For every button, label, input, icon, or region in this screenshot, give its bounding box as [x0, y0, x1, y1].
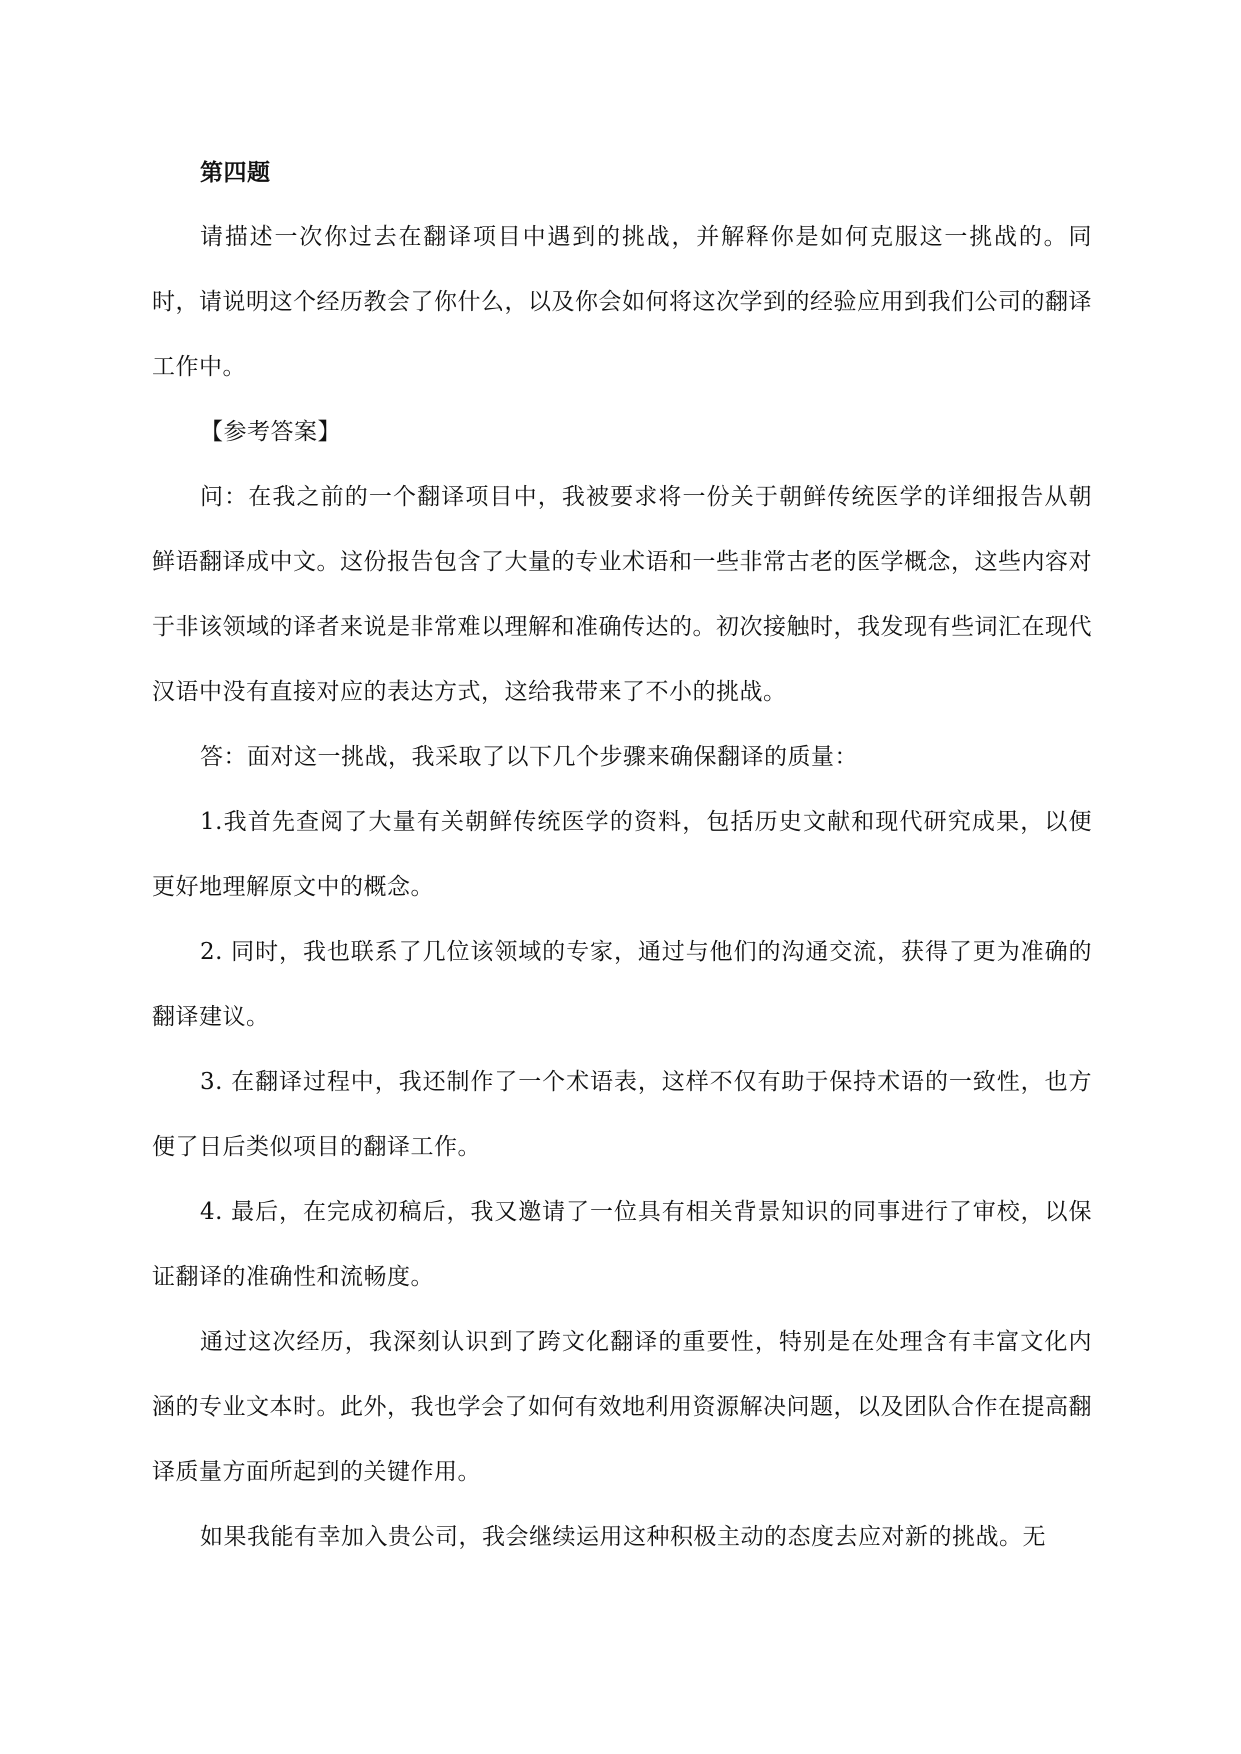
step-4: 4. 最后，在完成初稿后，我又邀请了一位具有相关背景知识的同事进行了审校，以保证翻译的准确性和流畅度。: [152, 1199, 1092, 1290]
question-heading: 第四题: [200, 159, 271, 186]
reflection-paragraph: 通过这次经历，我深刻认识到了跨文化翻译的重要性，特别是在处理含有丰富文化内涵的专业文本时。此外，我也学会了如何有效地利用资源解决问题，以及团队合作在提高翻译质量方面所起到的关键作用。: [152, 1329, 1092, 1485]
question-paragraph: 问：在我之前的一个翻译项目中，我被要求将一份关于朝鲜传统医学的详细报告从朝鲜语翻译成中文。这份报告包含了大量的专业术语和一些非常古老的医学概念，这些内容对于非该领域的译者来说是非常难以理解和准确传达的。初次接触时，我发现有些词汇在现代汉语中没有直接对应的表达方式，这给我带来了不小的挑战。: [152, 484, 1092, 705]
document-page: [152, 140, 1092, 1570]
answer-paragraph: 答：面对这一挑战，我采取了以下几个步骤来确保翻译的质量：: [200, 744, 858, 770]
step-2: 2. 同时，我也联系了几位该领域的专家，通过与他们的沟通交流，获得了更为准确的翻译建议。: [152, 939, 1092, 1030]
question-text: 请描述一次你过去在翻译项目中遇到的挑战，并解释你是如何克服这一挑战的。同时，请说明这个经历教会了你什么，以及你会如何将这次学到的经验应用到我们公司的翻译工作中。: [152, 224, 1092, 380]
step-1: 1.我首先查阅了大量有关朝鲜传统医学的资料，包括历史文献和现代研究成果，以便更好地理解原文中的概念。: [152, 809, 1092, 900]
closing-paragraph: 如果我能有幸加入贵公司，我会继续运用这种积极主动的态度去应对新的挑战。无: [200, 1524, 1046, 1550]
step-3: 3. 在翻译过程中，我还制作了一个术语表，这样不仅有助于保持术语的一致性，也方便了日后类似项目的翻译工作。: [152, 1069, 1092, 1160]
answer-label: 【参考答案】: [200, 419, 341, 445]
